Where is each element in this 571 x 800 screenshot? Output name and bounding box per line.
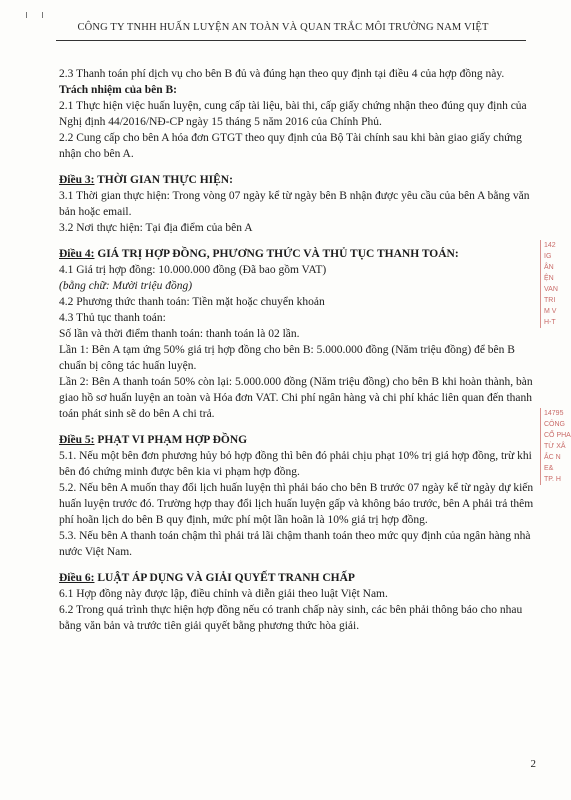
stamp-text: ỆN: [544, 275, 554, 282]
article-number: Điều 3:: [59, 174, 95, 186]
article-title: LUẬT ÁP DỤNG VÀ GIẢI QUYẾT TRANH CHẤP: [94, 572, 355, 584]
stamp-text: 142: [544, 242, 556, 249]
paragraph: 3.2 Nơi thực hiện: Tại địa điểm của bên A: [59, 222, 253, 234]
company-header: CÔNG TY TNHH HUẤN LUYỆN AN TOÀN VÀ QUAN TRẮC MÔI TRƯỜNG NAM VIỆT: [77, 22, 489, 33]
article-heading: [59, 432, 539, 448]
paragraph: Lần 1: Bên A tạm ứng 50% giá trị hợp đồng cho bên B: 5.000.000 đồng (Năm triệu đồng) để bên B chuẩn bị công tác huấn luyện.: [59, 344, 515, 372]
section-gap: [59, 236, 539, 246]
article-number: Điều 4:: [59, 248, 95, 260]
stamp-text: E&: [544, 465, 554, 472]
page-number: 2: [530, 758, 536, 770]
paragraph: 6.1 Hợp đồng này được lập, điều chỉnh và diễn giải theo luật Việt Nam.: [59, 588, 388, 600]
article-heading: [59, 172, 539, 188]
red-stamp-top: [540, 240, 566, 328]
paragraph: 2.1 Thực hiện việc huấn luyện, cung cấp tài liệu, bài thi, cấp giấy chứng nhận theo đúng quy định của Nghị định 44/2016/NĐ-CP ngày 15 tháng 5 năm 2016 của Chính Phủ.: [59, 100, 527, 128]
stamp-text: ÂN: [544, 264, 554, 271]
section-gap: [59, 560, 539, 570]
paragraph: 2.3 Thanh toán phí dịch vụ cho bên B đủ và đúng hạn theo quy định tại điều 4 của hợp đồng này.: [59, 68, 505, 80]
article-number: Điều 5:: [59, 434, 95, 446]
paragraph: 6.2 Trong quá trình thực hiện hợp đồng nếu có tranh chấp này sinh, các bên phải thông báo cho nhau bằng văn bản và trước tiên giải quyết bằng phương thức hòa giải.: [59, 604, 523, 632]
stamp-text: 14795: [544, 410, 564, 417]
paragraph: 3.1 Thời gian thực hiện: Trong vòng 07 ngày kể từ ngày bên B nhận được yêu cầu của bên A bằng văn bản hoặc email.: [59, 190, 530, 218]
article-heading: [59, 246, 539, 262]
paragraph: 5.2. Nếu bên A muốn thay đổi lịch huấn luyện thì phải báo cho bên B trước 07 ngày kể từ ngày dự kiến huấn luyện trước đó. Trường hợp thay đổi lịch huấn luyện gấp và không báo trước, bên A phải trả thêm phí hoãn lịch do bên B quy định, mức phí một lần hoãn là 10% giá trị hợp đồng.: [59, 482, 534, 526]
paragraph: 2.2 Cung cấp cho bên A hóa đơn GTGT theo quy định của Bộ Tài chính sau khi bàn giao giấy chứng nhận cho bên A.: [59, 132, 522, 160]
article-title: PHẠT VI PHẠM HỢP ĐỒNG: [94, 434, 248, 446]
red-stamp-bottom: [540, 408, 571, 485]
stamp-text: TP. H: [544, 476, 561, 483]
section-subheading: Trách nhiệm của bên B:: [59, 84, 177, 96]
stamp-text: TRI: [544, 297, 556, 304]
stamp-text: VAN: [544, 286, 558, 293]
paragraph: 4.1 Giá trị hợp đồng: 10.000.000 đồng (Đã bao gồm VAT): [59, 264, 327, 276]
stamp-text: M V: [544, 308, 557, 315]
article-title: THỜI GIAN THỰC HIỆN:: [94, 174, 233, 186]
article-number: Điều 6:: [59, 572, 95, 584]
header-rule: [56, 40, 526, 41]
document-body: [59, 66, 539, 634]
article-heading: [59, 570, 539, 586]
stamp-text: CÔNG: [544, 421, 565, 428]
stamp-text: IG: [544, 253, 552, 260]
stamp-text: TỪ XÂ: [544, 443, 566, 450]
paragraph: 4.2 Phương thức thanh toán: Tiền mặt hoặc chuyển khoản: [59, 296, 325, 308]
paragraph: Số lần và thời điểm thanh toán: thanh toán là 02 lần.: [59, 328, 300, 340]
stamp-text: H-T: [544, 319, 556, 326]
section-gap: [59, 422, 539, 432]
stamp-text: CỔ PHA: [544, 432, 571, 439]
article-title: GIÁ TRỊ HỢP ĐỒNG, PHƯƠNG THỨC VÀ THỦ TỤC THANH TOÁN:: [94, 248, 459, 260]
paragraph: Lần 2: Bên A thanh toán 50% còn lại: 5.000.000 đồng (Năm triệu đồng) cho bên B khi hoàn thành, bàn giao hồ sơ huấn luyện an toàn và Hóa đơn VAT. Chi phí ngân hàng và chi phí khác liên quan đến thanh toán phát sinh sẽ do bên A chi trả.: [59, 376, 533, 420]
stamp-text: ẮC N: [544, 454, 561, 461]
paragraph: 5.3. Nếu bên A thanh toán chậm thì phải trả lãi chậm thanh toán theo mức quy định của ngân hàng nhà nước Việt Nam.: [59, 530, 531, 558]
paragraph: (bằng chữ: Mười triệu đồng): [59, 280, 193, 292]
paragraph: 4.3 Thủ tục thanh toán:: [59, 312, 166, 324]
scan-mark: [26, 12, 27, 18]
paragraph: 5.1. Nếu một bên đơn phương hủy bỏ hợp đồng thì bên đó phải chịu phạt 10% trị giá hợp đồng, trừ khi bên đó chứng minh được bên kia vi phạm hợp đồng.: [59, 450, 532, 478]
scan-mark: [42, 12, 43, 18]
section-gap: [59, 162, 539, 172]
